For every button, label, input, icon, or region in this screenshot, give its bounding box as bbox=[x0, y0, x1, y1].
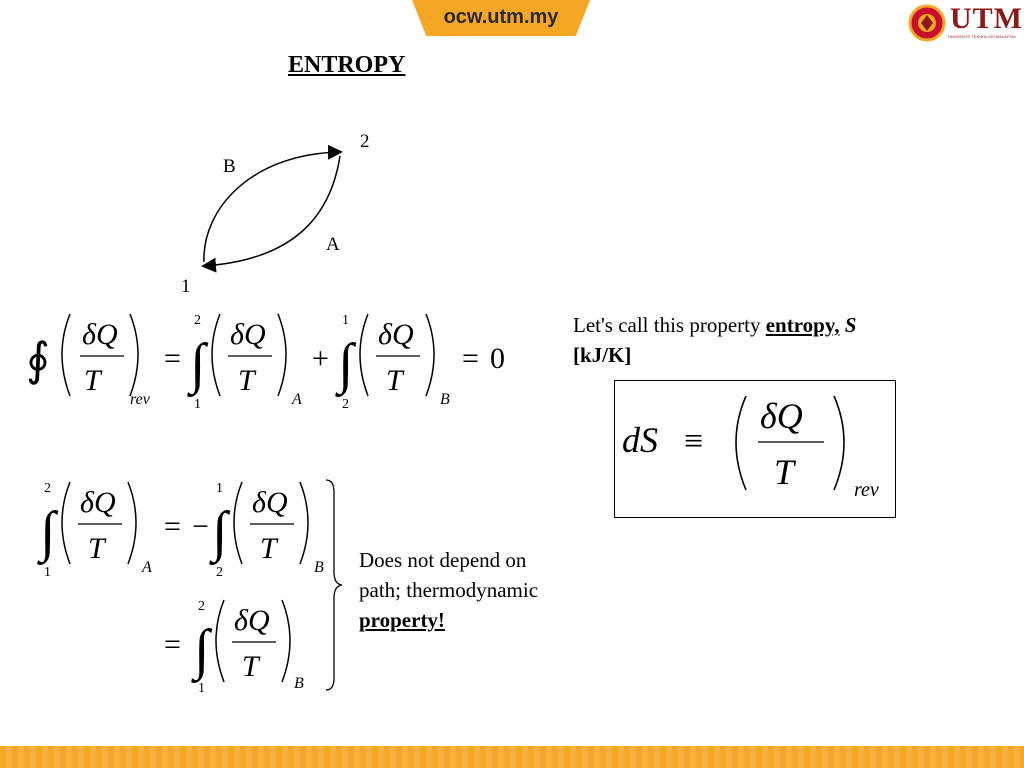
path-b-subscript: B bbox=[294, 675, 304, 692]
equals-sign: = bbox=[164, 342, 181, 375]
closed-integral-symbol: ∮ bbox=[26, 334, 50, 385]
path-b-label: B bbox=[223, 156, 236, 177]
integral-symbol: ∫ bbox=[190, 333, 206, 395]
point-1-label: 1 bbox=[181, 276, 191, 297]
path-a-subscript: A bbox=[142, 559, 152, 576]
integral-symbol: ∫ bbox=[212, 501, 228, 563]
lower-limit: 2 bbox=[342, 397, 349, 412]
upper-limit: 2 bbox=[44, 481, 51, 496]
path-independence-note bbox=[359, 545, 619, 635]
path-a-subscript: A bbox=[292, 391, 302, 408]
upper-limit: 2 bbox=[198, 599, 205, 614]
logo-subtitle: UNIVERSITI TEKNOLOGI MALAYSIA bbox=[948, 34, 1016, 39]
plus-sign: + bbox=[312, 342, 329, 375]
delta-q: δQ bbox=[234, 604, 270, 637]
integral-symbol: ∫ bbox=[194, 619, 210, 681]
entropy-note bbox=[573, 310, 953, 370]
entropy-term: entropy, bbox=[765, 313, 840, 337]
delta-q: δQ bbox=[252, 486, 288, 519]
path-independence-equations bbox=[34, 474, 354, 699]
equals-sign: = bbox=[164, 628, 181, 661]
footer-bar bbox=[0, 746, 1024, 768]
delta-q: δQ bbox=[378, 318, 414, 351]
rev-subscript: rev bbox=[854, 479, 879, 501]
temp-t: T bbox=[238, 364, 255, 397]
path-a-label: A bbox=[326, 234, 340, 255]
curly-brace-icon bbox=[322, 478, 346, 692]
equals-sign: = bbox=[164, 510, 181, 543]
zero-value: 0 bbox=[490, 342, 505, 375]
process-path-diagram bbox=[190, 130, 380, 300]
ds-symbol: dS bbox=[622, 420, 658, 460]
entropy-units: [kJ/K] bbox=[573, 343, 632, 367]
temp-t: T bbox=[774, 452, 795, 492]
note-line-2: path; thermodynamic bbox=[359, 578, 539, 602]
upper-limit: 1 bbox=[342, 313, 349, 328]
path-b-subscript: B bbox=[440, 391, 450, 408]
lower-limit: 1 bbox=[44, 565, 51, 580]
entropy-note-prefix: Let's call this property bbox=[573, 313, 766, 337]
entropy-symbol: S bbox=[844, 313, 857, 337]
entropy-definition-equation bbox=[614, 380, 896, 516]
identity-sign: ≡ bbox=[684, 423, 704, 460]
note-line-1: Does not depend on bbox=[359, 548, 527, 572]
integral-symbol: ∫ bbox=[338, 333, 354, 395]
temp-t: T bbox=[260, 532, 277, 565]
lower-limit: 1 bbox=[198, 681, 205, 696]
temp-t: T bbox=[242, 650, 259, 683]
utm-emblem-icon bbox=[908, 4, 946, 42]
delta-q: δQ bbox=[230, 318, 266, 351]
upper-limit: 2 bbox=[194, 313, 201, 328]
temp-t: T bbox=[88, 532, 105, 565]
equals-sign: = bbox=[462, 342, 479, 375]
delta-q: δQ bbox=[760, 396, 803, 436]
integral-symbol: ∫ bbox=[40, 501, 56, 563]
point-2-label: 2 bbox=[360, 131, 370, 152]
slide-title: ENTROPY bbox=[288, 52, 406, 78]
delta-q: δQ bbox=[80, 486, 116, 519]
note-line-3: property! bbox=[359, 608, 445, 632]
cyclic-integral-equation bbox=[20, 300, 540, 415]
temp-t: T bbox=[84, 364, 101, 397]
temp-t: T bbox=[386, 364, 403, 397]
minus-sign: − bbox=[192, 510, 209, 543]
lower-limit: 1 bbox=[194, 397, 201, 412]
upper-limit: 1 bbox=[216, 481, 223, 496]
lower-limit: 2 bbox=[216, 565, 223, 580]
logo-text: UTM bbox=[950, 2, 1023, 35]
delta-q: δQ bbox=[82, 318, 118, 351]
site-tab-label: ocw.utm.my bbox=[443, 6, 559, 28]
path-b-subscript: B bbox=[314, 559, 324, 576]
rev-subscript: rev bbox=[130, 391, 150, 408]
